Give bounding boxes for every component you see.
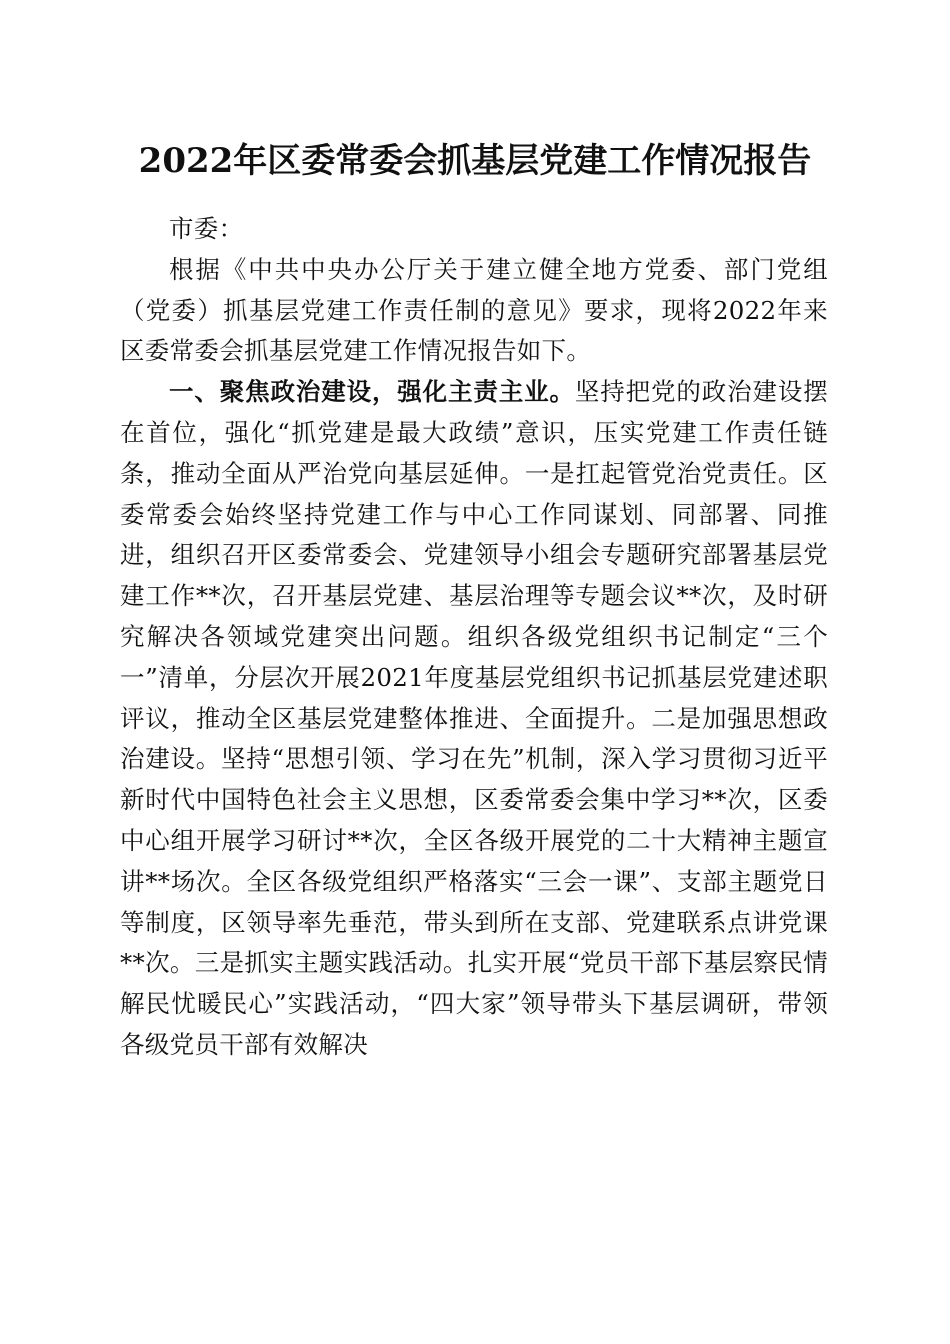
document-title: 2022年区委常委会抓基层党建工作情况报告 <box>138 141 812 181</box>
intro-paragraph: 根据《中共中央办公厅关于建立健全地方党委、部门党组（党委）抓基层党建工作责任制的意见》要求，现将2022年来区委常委会抓基层党建工作情况报告如下。 <box>120 254 828 366</box>
document-body <box>120 209 828 1066</box>
salutation: 市委： <box>169 214 244 243</box>
section-1-heading: 一、聚焦政治建设，强化主责主业。 <box>169 377 575 407</box>
section-1-body: 坚持把党的政治建设摆在首位，强化“抓党建是最大政绩”意识，压实党建工作责任链条，推动全面从严治党向基层延伸。一是扛起管党治党责任。区委常委会始终坚持党建工作与中心工作同谋划、同部署、同推进，组织召开区委常委会、党建领导小组会专题研究部署基层党建工作**次，召开基层党建、基层治理等专题会议**次，及时研究解决各领域党建突出问题。组织各级党组织书记制定“三个一”清单，分层次开展2021年度基层党组织书记抓基层党建述职评议，推动全区基层党建整体推进、全面提升。二是加强思想政治建设。坚持“思想引领、学习在先”机制，深入学习贯彻习近平新时代中国特色社会主义思想，区委常委会集中学习**次，区委中心组开展学习研讨**次，全区各级开展党的二十大精神主题宣讲**场次。全区各级党组织严格落实“三会一课”、支部主题党日等制度，区领导率先垂范，带头到所在支部、党建联系点讲党课**次。三是抓实主题实践活动。扎实开展“党员干部下基层察民情解民忧暖民心”实践活动，“四大家”领导带头下基层调研，带领各级党员干部有效解决 <box>120 377 828 1059</box>
section-1-paragraph <box>120 372 828 1066</box>
